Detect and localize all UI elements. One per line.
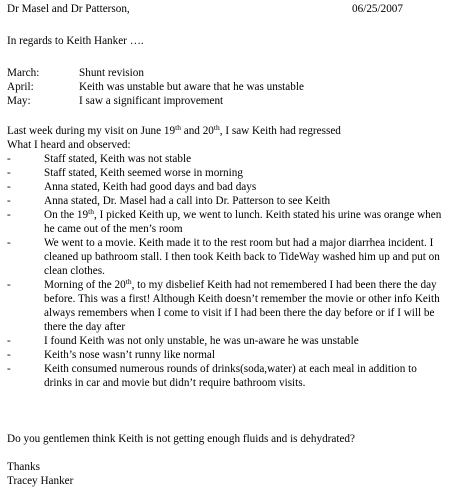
list-item — [7, 236, 447, 278]
letter-date: 06/25/2007 — [352, 3, 403, 15]
observation-text: , I picked Keith up, we went to lunch. Keith stated his urine was orange when he came out of the men’s room — [44, 209, 442, 235]
observation-text: Keith consumed numerous rounds of drinks(soda,water) at each meal in addition to drinks in car and movie but didn’t require bathroom visits. — [44, 363, 417, 389]
list-item — [7, 348, 447, 362]
observations-list — [7, 152, 447, 390]
list-item — [7, 362, 447, 390]
salutation: Dr Masel and Dr Patterson, — [7, 3, 130, 15]
ordinal-suffix: th — [175, 123, 181, 132]
intro-text: and 20 — [180, 125, 214, 137]
timeline-text: I saw a significant improvement — [79, 95, 224, 107]
observation-text: Anna stated, Dr. Masel had a call into Dr. Patterson to see Keith — [44, 195, 331, 207]
list-item — [7, 194, 447, 208]
bullet-dash: - — [7, 335, 11, 347]
observation-text: Morning of the 20 — [44, 279, 126, 291]
closing: Thanks — [7, 461, 40, 473]
list-item — [7, 334, 447, 348]
bullet-dash: - — [7, 167, 11, 179]
list-item — [7, 166, 447, 180]
timeline-month: March: — [7, 67, 40, 79]
observation-text: Staff stated, Keith seemed worse in morning — [44, 167, 243, 179]
intro-paragraph — [7, 124, 447, 152]
ordinal-suffix: th — [125, 277, 132, 286]
intro-text: , I saw Keith had regressed — [219, 125, 341, 137]
intro-line-1 — [7, 124, 447, 138]
intro-line-2: What I heard and observed: — [7, 139, 131, 151]
timeline-text: Keith was unstable but aware that he was unstable — [79, 81, 304, 93]
observation-text: I found Keith was not only unstable, he was un-aware he was unstable — [44, 335, 359, 347]
timeline-month: May: — [7, 95, 31, 107]
observation-text: On the 19 — [44, 209, 89, 221]
list-item — [7, 208, 447, 236]
timeline-text: Shunt revision — [79, 67, 144, 79]
bullet-dash: - — [7, 349, 11, 361]
bullet-dash: - — [7, 195, 11, 207]
list-item — [7, 152, 447, 166]
list-item — [7, 180, 447, 194]
observation-text: We went to a movie. Keith made it to the rest room but had a major diarrhea incident. I cleaned up bathroom stall. I then took Keith back to TideWay washed him up and put on clean clothes. — [44, 237, 440, 277]
observation-text: Anna stated, Keith had good days and bad days — [44, 181, 257, 193]
bullet-dash: - — [7, 181, 11, 193]
observation-text: , to my disbelief Keith had not remembered I had been there the day before. This was a first! Although Keith doesn’t remember the movie or other info Keith always remembers when I come to visit if I had been there the day before or if I will be there the day after — [44, 279, 440, 333]
subject-line: In regards to Keith Hanker …. — [7, 35, 144, 47]
question-paragraph: Do you gentlemen think Keith is not getting enough fluids and is dehydrated? — [7, 433, 355, 445]
signature: Tracey Hanker — [7, 475, 74, 487]
observation-text: Keith’s nose wasn’t runny like normal — [44, 349, 215, 361]
timeline-month: April: — [7, 81, 34, 93]
observation-text: Staff stated, Keith was not stable — [44, 153, 192, 165]
intro-text: Last week during my visit on June 19 — [7, 125, 176, 137]
bullet-dash: - — [7, 237, 11, 249]
bullet-dash: - — [7, 363, 11, 375]
ordinal-suffix: th — [88, 207, 94, 216]
list-item — [7, 278, 447, 334]
bullet-dash: - — [7, 209, 11, 221]
ordinal-suffix: th — [213, 123, 220, 132]
bullet-dash: - — [7, 153, 11, 165]
bullet-dash: - — [7, 279, 11, 291]
